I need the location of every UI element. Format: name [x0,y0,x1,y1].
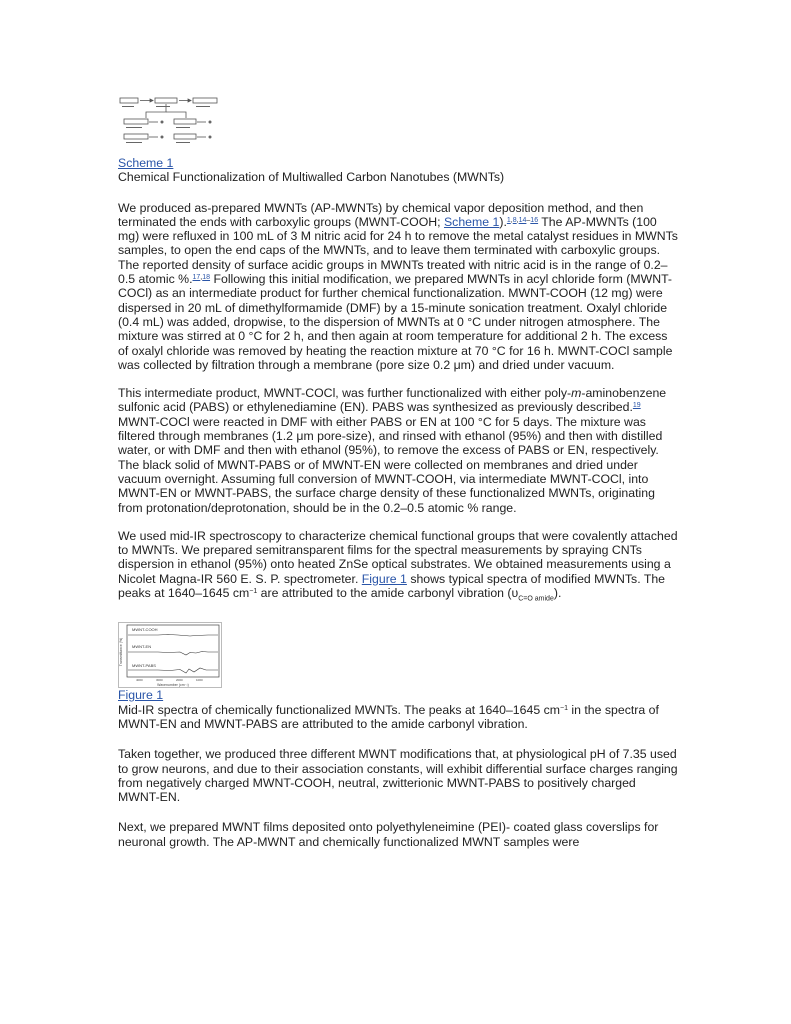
scheme-1-inline-link[interactable]: Scheme 1 [443,214,500,229]
paragraph-3: We used mid-IR spectroscopy to characterize chemical functional groups that were covalently attached to MWNTs. We prepared semitransparent films for the spectral measurements by spraying CNTs dispersion in ethanol (95%) onto heated ZnSe optical substrates. We obtained measurements using a Nicolet Magna-IR 560 E. S. P. spectrometer. Figure 1 shows typical spectra of modified MWNTs. The peaks at 1640–1645 $cm^{-1}$ are attributed to the amide carbonyl vibration $(\upsilon_{C=O amide})$. [118,528,678,603]
figure-1-link[interactable]: Figure 1 [118,688,164,703]
paragraph-1: We produced as-prepared MWNTs (AP-MWNTs) by chemical vapor deposition method, and then terminated the ends with carboxylic groups (MWNT-COOH; Scheme 1).$^{1,8,14-16}$ The AP-MWNTs (100 mg) were refluxed in 100 mL of 3 M nitric acid for 24 h to remove the metal catalyst residues in MWNTs samples, to open the end caps of the MWNTs, and to leave them terminated with carboxylic groups. The reported density of surface acidic groups in MWNTs treated with nitric acid is in the range of 0.2–0.5 atomic %.$^{17,18}$ Following this initial modification, we prepared MWNTs in acyl chloride form (MWNT-COCl) as an intermediate product for further chemical functionalization. MWNT-COOH (12 mg) were dispersed in 20 mL of dimethylformamide (DMF) by a 15-minute sonication treatment. Oxalyl chloride (0.4 mL) was added, dropwise, to the dispersion of MWNTs at 0 °C under nitrogen atmosphere. The mixture was stirred at 0 °C for 2 h, and then again at room temperature for additional 2 h. The excess of oxalyl chloride was removed by heating the reaction mixture at 70 °C for 16 h. MWNT-COCl sample was collected by filtration through a membrane (pore size 0.2 μm) and dried under vacuum. [118,200,678,372]
ref-18[interactable]: 18 [202,274,211,282]
ref-19[interactable]: 19 [632,402,641,410]
scheme-caption: Chemical Functionalization of Multiwalled Carbon Nanotubes (MWNTs) [118,170,505,185]
thumb-label-cooh: MWNT-COOH [132,627,158,633]
refs-1-8-14-16: 1,8,14–16 [506,216,539,224]
paragraph-2: This intermediate product, MWNT-COCl, was further functionalized with either poly-m-aminobenzene sulfonic acid (PABS) or ethylenediamine (EN). PABS was synthesized as previously described.$^{19}$ MWNT-COCl were reacted in DMF with either PABS or EN at 100 °C for 5 days. The mixture was filtered through membranes (1.2 μm pore-size), and rinsed with ethanol (95%) and then with distilled water, or with DMF and then with ethanol (95%), to remove the excess of PABS or EN, respectively. The black solid of MWNT-PABS or of MWNT-EN were collected on membranes and dried under vacuum overnight. Assuming full conversion of MWNT-COOH, via intermediate MWNT-COCl, into MWNT-EN or MWNT-PABS, the surface charge density of these functionalized MWNTs, originating from protonation/deprotonation, should be in the 0.2–0.5 atomic % range. [118,386,667,515]
refs-17-18: 17,18 [192,274,211,282]
svg-text:4000: 4000 [136,678,143,683]
ref-14[interactable]: 14 [518,216,527,224]
thumb-xlabel: Wavenumber (cm⁻¹) [157,683,189,688]
paragraph-4: Taken together, we produced three different MWNT modifications that, at physiological pH of 7.35 used to grow neurons, and due to their association constants, will exhibit differential surface charges ranging from negatively charged MWNT-COOH, neutral, zwitterionic MWNT-PABS to positively charged MWNT-EN. [118,747,678,805]
figure-1-thumbnail[interactable] [118,622,222,688]
ref-17[interactable]: 17 [192,274,201,282]
thumb-label-pabs: MWNT-PABS [132,663,156,669]
scheme-1-link[interactable]: Scheme 1 [118,156,174,170]
svg-text:2000: 2000 [176,678,183,683]
ref-1[interactable]: 1 [506,216,511,224]
paragraph-5: Next, we prepared MWNT films deposited onto polyethyleneimine (PEI)- coated glass coverslips for neuronal growth. The AP-MWNT and chemically functionalized MWNT samples were [118,820,659,849]
svg-text:3000: 3000 [156,678,163,683]
scheme-thumbnail[interactable] [118,92,222,152]
thumb-ylabel: Transmittance (%) [119,638,123,667]
ref-8[interactable]: 8 [512,216,517,224]
svg-text:1000: 1000 [196,678,203,683]
article-body [118,92,678,849]
ref-16[interactable]: 16 [530,216,539,224]
thumb-label-en: MWNT-EN [132,644,152,650]
figure-1-caption: Mid-IR spectra of chemically functionalized MWNTs. The peaks at 1640–1645 $cm^{-1}$ in the spectra of MWNT-EN and MWNT-PABS are attributed to the amide carbonyl vibration. [118,702,659,731]
figure-1-inline-link[interactable]: Figure 1 [361,571,407,586]
